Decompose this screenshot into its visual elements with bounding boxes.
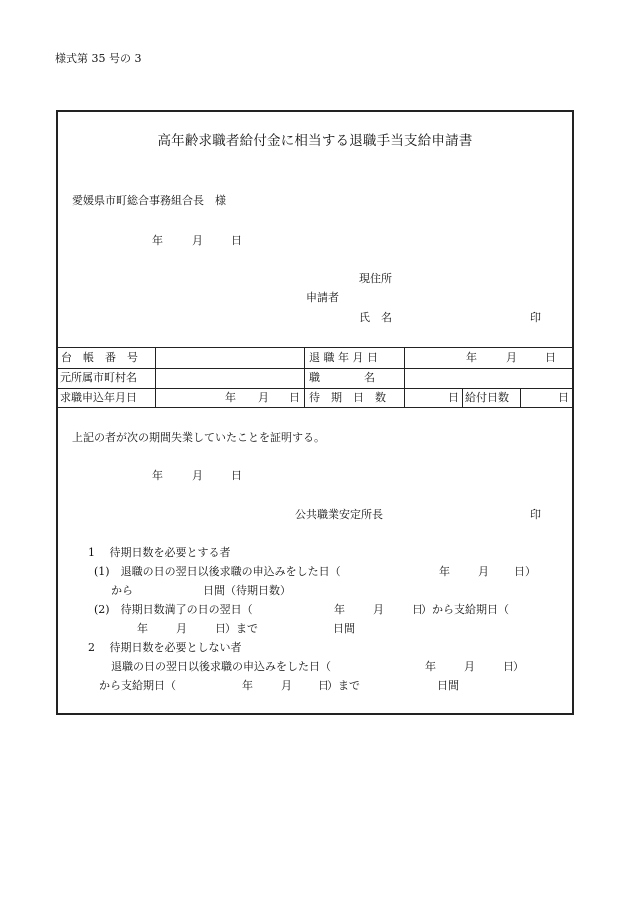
note-1-1-month: 月 bbox=[478, 565, 489, 578]
table-col-line-5 bbox=[520, 388, 521, 407]
addressee: 愛媛県市町総合事務組合長 様 bbox=[72, 194, 226, 207]
employment-office-label: 公共職業安定所長 bbox=[295, 508, 383, 521]
note-1-1-day: 日 bbox=[514, 565, 525, 578]
note-2-day-b: 日 bbox=[318, 679, 329, 692]
note-2-day: 日 bbox=[503, 660, 514, 673]
office-seal: 印 bbox=[530, 508, 541, 521]
note-1-2-days: 日間 bbox=[333, 622, 355, 635]
form-title: 高年齢求職者給付金に相当する退職手当支給申請書 bbox=[157, 133, 473, 149]
note-1-2-mid: ）から支給期日（ bbox=[421, 603, 509, 616]
note-1-heading: 1 待期日数を必要とする者 bbox=[88, 546, 231, 559]
application-year: 年 bbox=[225, 391, 236, 404]
note-1-2-until: ）まで bbox=[225, 622, 258, 635]
pay-days-label: 給付日数 bbox=[465, 391, 509, 404]
note-1-1-waiting-days: 日間（待期日数） bbox=[203, 584, 291, 597]
note-2-month-b: 月 bbox=[281, 679, 292, 692]
waiting-days-label: 待 期 日 数 bbox=[309, 391, 386, 404]
application-day: 日 bbox=[289, 391, 300, 404]
retirement-day: 日 bbox=[545, 351, 556, 364]
date-month-label: 月 bbox=[192, 234, 203, 247]
note-2-line-a: 退職の日の翌日以後求職の申込みをした日（ bbox=[111, 660, 331, 673]
applicant-seal: 印 bbox=[530, 311, 541, 324]
form-number: 様式第 35 号の 3 bbox=[55, 52, 142, 65]
pay-days-unit: 日 bbox=[558, 391, 569, 404]
date-year-label: 年 bbox=[152, 234, 163, 247]
retirement-month: 月 bbox=[506, 351, 517, 364]
name-label: 氏 名 bbox=[359, 311, 392, 324]
cert-date-day: 日 bbox=[231, 469, 242, 482]
applicant-label: 申請者 bbox=[306, 291, 339, 304]
note-1-1-close-paren: ） bbox=[525, 565, 536, 578]
note-1-2-day-b: 日 bbox=[215, 622, 226, 635]
ledger-number-label: 台 帳 番 号 bbox=[61, 351, 138, 364]
note-2-days: 日間 bbox=[437, 679, 459, 692]
table-top-line bbox=[56, 347, 574, 348]
note-1-2-year-b: 年 bbox=[137, 622, 148, 635]
table-col-line-3 bbox=[404, 347, 405, 407]
table-row-line-2 bbox=[56, 388, 574, 389]
note-2-from: から支給期日（ bbox=[99, 679, 176, 692]
table-row-line-1 bbox=[56, 368, 574, 369]
former-municipality-label: 元所属市町村名 bbox=[60, 371, 137, 384]
note-2-heading: 2 待期日数を必要としない者 bbox=[88, 641, 242, 654]
table-col-line-1 bbox=[155, 347, 156, 407]
cert-date-year: 年 bbox=[152, 469, 163, 482]
note-2-month: 月 bbox=[464, 660, 475, 673]
note-1-1-year: 年 bbox=[439, 565, 450, 578]
table-bottom-line bbox=[56, 407, 574, 408]
address-label: 現住所 bbox=[359, 272, 392, 285]
job-application-date-label: 求職申込年月日 bbox=[60, 391, 137, 404]
note-2-year-b: 年 bbox=[242, 679, 253, 692]
application-month: 月 bbox=[258, 391, 269, 404]
note-1-1-line-a: (1) 退職の日の翌日以後求職の申込みをした日（ bbox=[94, 565, 341, 578]
waiting-days-unit: 日 bbox=[448, 391, 459, 404]
note-2-year: 年 bbox=[425, 660, 436, 673]
job-title-label: 職 名 bbox=[309, 371, 375, 384]
note-1-2-month: 月 bbox=[373, 603, 384, 616]
table-col-line-2 bbox=[304, 347, 305, 407]
cert-date-month: 月 bbox=[192, 469, 203, 482]
retirement-date-label: 退 職 年 月 日 bbox=[309, 351, 378, 364]
note-1-1-from: から bbox=[111, 584, 133, 597]
note-2-close-paren: ） bbox=[513, 660, 524, 673]
note-1-2-day: 日 bbox=[412, 603, 423, 616]
note-1-2-line-a: (2) 待期日数満了の日の翌日（ bbox=[94, 603, 253, 616]
note-1-2-year: 年 bbox=[334, 603, 345, 616]
table-col-line-4 bbox=[462, 388, 463, 407]
note-1-2-month-b: 月 bbox=[176, 622, 187, 635]
date-day-label: 日 bbox=[231, 234, 242, 247]
certification-statement: 上記の者が次の期間失業していたことを証明する。 bbox=[72, 431, 325, 444]
note-2-until: ）まで bbox=[327, 679, 360, 692]
retirement-year: 年 bbox=[466, 351, 477, 364]
